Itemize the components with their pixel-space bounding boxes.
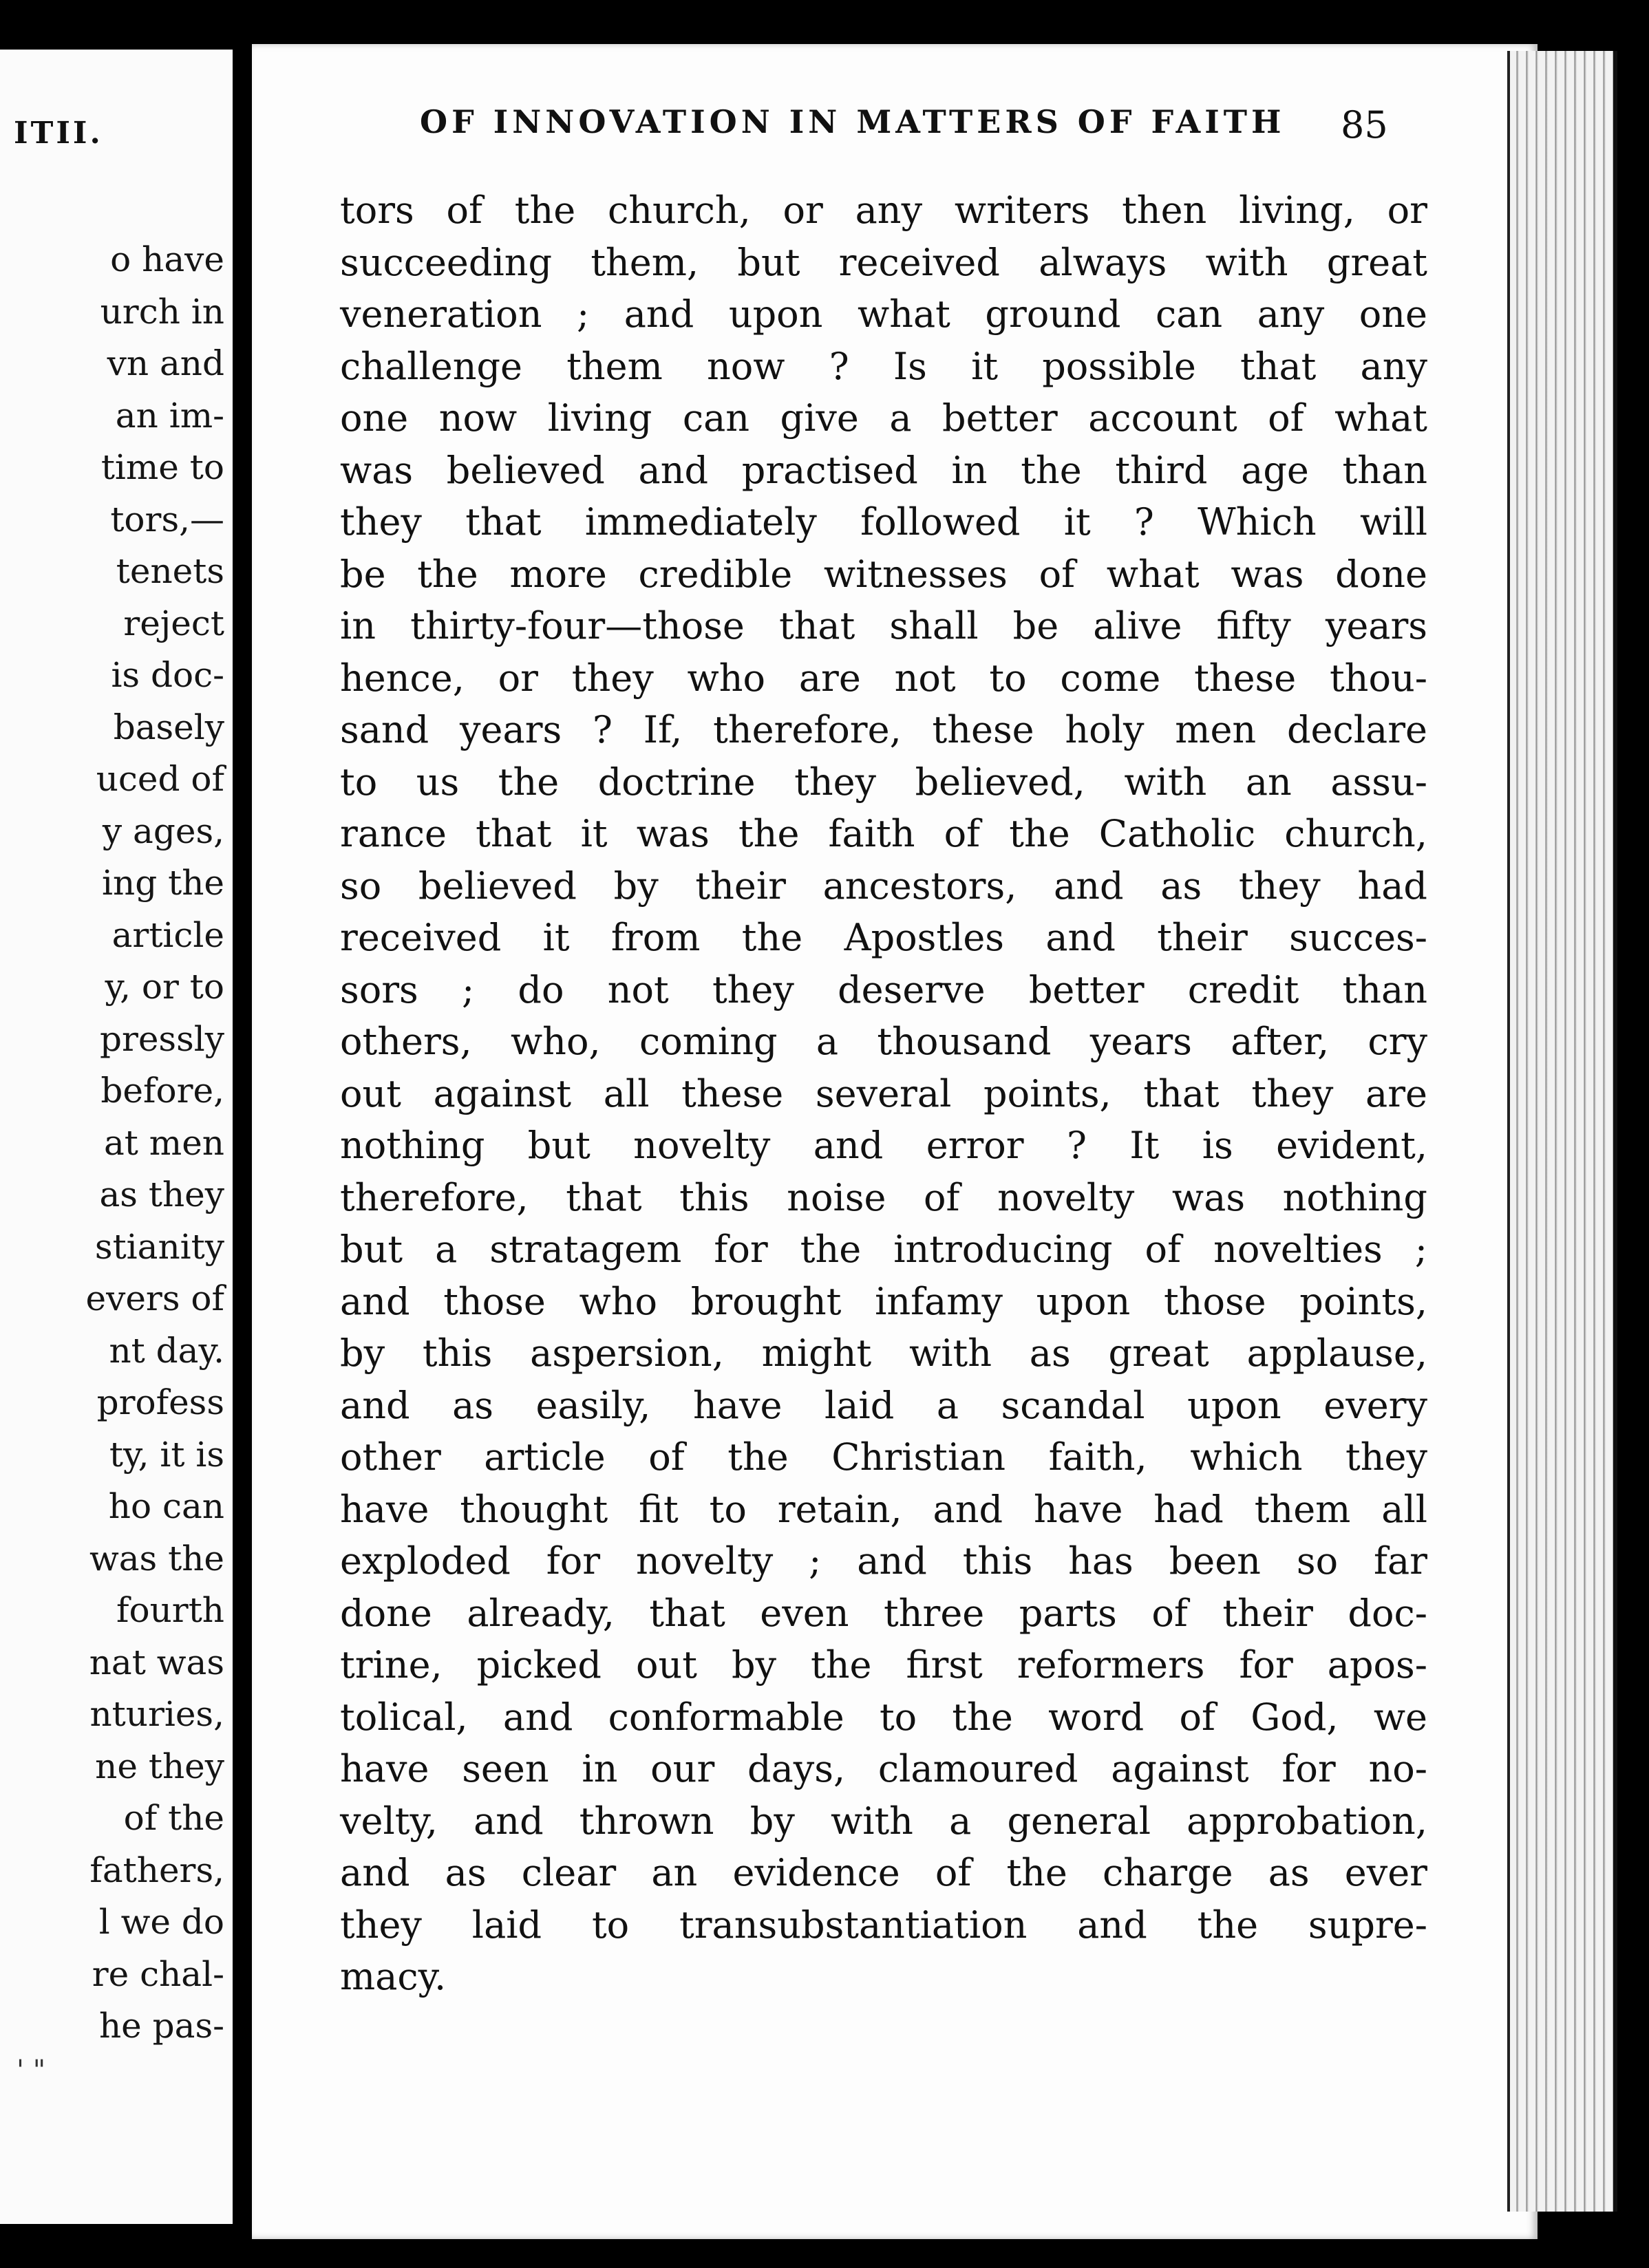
- text-line: be the more credible witnesses of what was done: [340, 552, 1427, 596]
- text-line: y, or to: [105, 967, 224, 1007]
- text-line: nothing but novelty and error ? It is evident,: [340, 1124, 1427, 1167]
- text-line: tolical, and conformable to the word of God, we: [340, 1695, 1427, 1739]
- text-line: re chal-: [92, 1954, 224, 1994]
- text-line: at men: [104, 1122, 224, 1163]
- text-line: but a stratagem for the introducing of novelties ;: [340, 1228, 1427, 1271]
- text-line: he pas-: [98, 2006, 224, 2046]
- text-line: they laid to transubstantiation and the supre-: [340, 1903, 1427, 1947]
- text-line: tors,—: [110, 499, 224, 539]
- text-line: stianity: [94, 1226, 224, 1267]
- page-edges: [1507, 51, 1617, 2212]
- text-line: done already, that even three parts of their doc-: [340, 1591, 1427, 1635]
- text-line: was the: [89, 1538, 224, 1579]
- page-number: 85: [1341, 103, 1388, 147]
- text-line: l we do: [98, 1902, 224, 1942]
- text-line: is doc-: [111, 655, 224, 695]
- text-line: have seen in our days, clamoured against for no-: [340, 1747, 1427, 1790]
- text-line: before,: [100, 1071, 224, 1111]
- text-line: basely: [113, 707, 224, 747]
- text-line: of the: [123, 1798, 224, 1838]
- body-text: [340, 184, 1427, 2003]
- text-line: uced of: [96, 759, 224, 799]
- text-line: and as easily, have laid a scandal upon every: [340, 1383, 1427, 1427]
- text-line: nturies,: [89, 1694, 224, 1734]
- text-line: urch in: [100, 291, 224, 332]
- text-line: an im-: [115, 395, 224, 436]
- text-line: therefore, that this noise of novelty was nothing: [340, 1175, 1427, 1219]
- text-line: profess: [96, 1382, 224, 1422]
- text-line: rance that it was the faith of the Catholic church,: [340, 812, 1427, 855]
- text-line: veneration ; and upon what ground can any one: [340, 292, 1427, 336]
- text-line: reject: [123, 603, 224, 643]
- text-line: was believed and practised in the third age than: [340, 448, 1427, 492]
- text-line: other article of the Christian faith, which they: [340, 1435, 1427, 1479]
- book-gutter: [233, 41, 252, 2243]
- left-footer-mark: ' ": [17, 2055, 46, 2086]
- text-line: to us the doctrine they believed, with an assu-: [340, 760, 1427, 804]
- text-line: exploded for novelty ; and this has been so far: [340, 1539, 1427, 1583]
- running-head: OF INNOVATION IN MATTERS OF FAITH: [420, 103, 1286, 140]
- left-page-text: [86, 234, 225, 2053]
- text-line: one now living can give a better account of what: [340, 396, 1427, 440]
- text-line: evers of: [85, 1279, 224, 1318]
- text-line: fathers,: [89, 1850, 224, 1890]
- text-line: sors ; do not they deserve better credit than: [340, 967, 1427, 1012]
- text-line: nat was: [89, 1642, 224, 1682]
- text-line: tors of the church, or any writers then living, or: [340, 189, 1427, 232]
- text-line: by this aspersion, might with as great applause,: [340, 1331, 1427, 1375]
- text-line: others, who, coming a thousand years after, cry: [340, 1020, 1427, 1063]
- text-line: nt day.: [109, 1330, 224, 1371]
- text-line: challenge them now ? Is it possible that any: [340, 344, 1427, 388]
- text-line: trine, picked out by the first reformers for apos-: [340, 1643, 1427, 1687]
- text-line: time to: [100, 447, 224, 487]
- text-line: they that immediately followed it ? Which will: [340, 500, 1427, 544]
- text-line: as they: [99, 1175, 224, 1215]
- text-line: y ages,: [102, 811, 224, 851]
- text-line: ty, it is: [109, 1434, 224, 1475]
- text-line: fourth: [116, 1590, 224, 1630]
- text-line: and as clear an evidence of the charge as ever: [340, 1851, 1427, 1894]
- text-line: tenets: [116, 551, 224, 591]
- text-line: macy.: [340, 1955, 447, 1998]
- text-line: received it from the Apostles and their succes-: [340, 916, 1427, 959]
- text-line: and those who brought infamy upon those points,: [340, 1279, 1427, 1323]
- text-line: ne they: [95, 1746, 224, 1786]
- text-line: in thirty-four—those that shall be alive fifty years: [340, 604, 1427, 648]
- text-line: so believed by their ancestors, and as they had: [340, 864, 1427, 908]
- text-line: ho can: [108, 1486, 224, 1526]
- text-line: have thought fit to retain, and have had them all: [340, 1487, 1427, 1531]
- text-line: ing the: [102, 863, 224, 903]
- text-line: article: [111, 914, 224, 955]
- left-page-fragment: [0, 50, 233, 2224]
- text-line: succeeding them, but received always with great: [340, 240, 1427, 284]
- text-line: hence, or they who are not to come these thou-: [340, 656, 1427, 700]
- text-line: pressly: [99, 1018, 224, 1059]
- text-line: velty, and thrown by with a general approbation,: [340, 1799, 1427, 1843]
- text-line: sand years ? If, therefore, these holy men declare: [340, 708, 1427, 751]
- text-line: o have: [110, 239, 224, 279]
- text-line: out against all these several points, that they are: [340, 1071, 1427, 1115]
- left-running-head: ITII.: [14, 116, 103, 151]
- text-line: vn and: [107, 343, 224, 383]
